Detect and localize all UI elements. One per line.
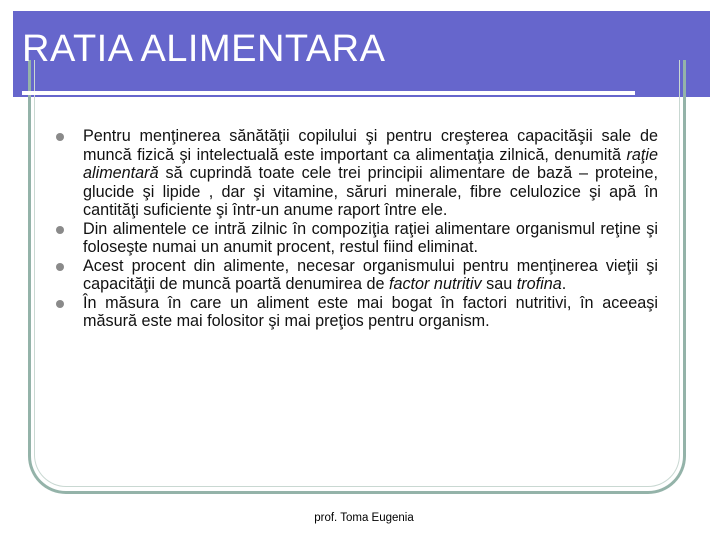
bullet-item: [56, 294, 658, 331]
footer-author: prof. Toma Eugenia: [314, 512, 414, 524]
bullet-text: Din alimentele ce intră zilnic în compoziţia raţiei alimentare organismul reţine şi foloseşte numai un anumit procent, restul fiind eliminat.: [83, 219, 658, 256]
bullet-list: [56, 127, 658, 331]
emphasis-text: trofina: [516, 275, 562, 293]
bullet-text: sau: [481, 275, 517, 293]
bullet-dot-icon: [56, 263, 64, 271]
bullet-dot-icon: [56, 133, 64, 141]
slide-title: RATIA ALIMENTARA: [22, 28, 386, 70]
bullet-item: [56, 257, 658, 294]
bullet-text: În măsura în care un aliment este mai bogat în factori nutritivi, în aceeaşi măsură este mai folositor şi mai preţios pentru organism.: [83, 293, 658, 330]
bullet-item: [56, 220, 658, 257]
footer: [0, 512, 720, 524]
emphasis-text: raţie alimentară: [83, 145, 658, 182]
bullet-dot-icon: [56, 300, 64, 308]
bullet-text: să cuprindă toate cele trei principii alimentare de bază – proteine, glucide şi lipide , dar şi vitamine, săruri minerale, fibre celulozice şi apă în cantităţi suficiente şi într-un anume raport între ele.: [83, 164, 658, 219]
bullet-text: Acest procent din alimente, necesar organismului pentru menţinerea vieţii şi capacităţii de muncă poartă denumirea de: [83, 256, 658, 293]
emphasis-text: factor nutritiv: [388, 275, 482, 293]
bullet-dot-icon: [56, 226, 64, 234]
bullet-item: [56, 127, 658, 220]
bullet-text: .: [561, 275, 567, 293]
bullet-text: Pentru menţinerea sănătăţii copilului şi pentru creşterea capacităşii sale de muncă fizică şi intelectuală este important ca alimentaţia zilnică, denumită: [83, 127, 658, 164]
title-underline: [22, 91, 635, 95]
